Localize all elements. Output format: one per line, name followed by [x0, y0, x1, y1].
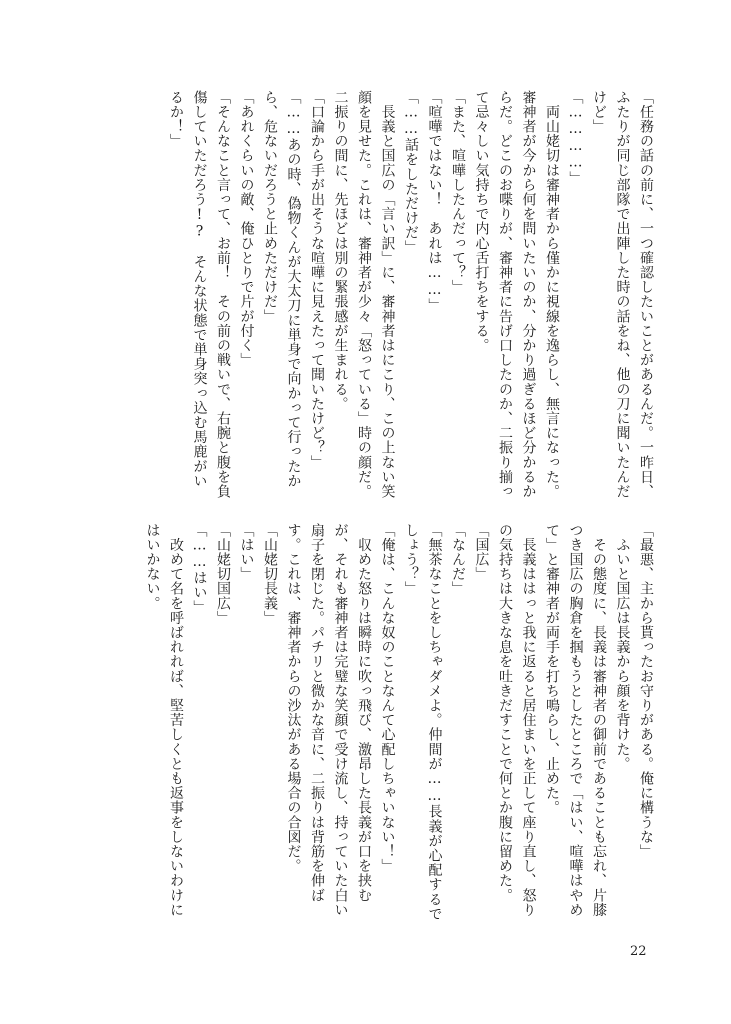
paragraph: 「……あの時、偽物くんが大太刀に単身で向かって行ったから、危ないだろうと止めただけだ」 [262, 90, 302, 489]
lower-text-block [97, 523, 657, 923]
paragraph: 「口論から手が出そうな喧嘩に見えたって聞いたけど？」 [309, 90, 325, 470]
paragraph: 「はい」 [238, 523, 255, 582]
paragraph: 「なんだ」 [450, 523, 466, 596]
page-number: 22 [630, 944, 647, 959]
paragraph: 「山姥切長義」 [262, 523, 278, 626]
paragraph: 「……はい」 [191, 523, 208, 615]
paragraph: 「俺は、こんな奴のことなんて心配しちゃいない！」 [379, 523, 396, 874]
paragraph: 長義と国広の「言い訳」に、審神者はにこり、この上ない笑顔を見せた。これは、審神者が少々「怒っている」時の顔だ。二振りの間に、先ほどは別の緊張感が生まれる。 [332, 90, 396, 499]
paragraph: 「無茶なことをしちゃダメよ。仲間が……長義が心配するでしょう？」 [403, 523, 443, 922]
paragraph: 収めた怒りは瞬時に吹っ飛び、激昂した長義が口を挟むが、それも審神者は完璧な笑顔で受け流し、持っていた白い扇子を閉じた。パチリと微かな音に、二振りは背筋を伸ばす。これは、審神者からの沙汰がある場合の合図だ。 [285, 523, 372, 918]
paragraph: 「喧嘩ではない！ あれは……」 [426, 90, 443, 313]
paragraph: 「任務の話の前に、一つ確認したいことがあるんだ。一昨日、ふたりが同じ部隊で出陣した時の話をね、他の刀に聞いたんだけど」 [591, 90, 654, 499]
paragraph: ふいと国広は長義から顔を背けた。 [614, 523, 631, 772]
paragraph: 「そんなこと言って、お前！ その前の戦いで、右腕と腹を負傷していただろう!? そんな状態で単身突っ込む馬鹿がいるか！」 [168, 90, 231, 499]
paragraph: その態度に、長義は審神者の御前であることも忘れ、片膝つき国広の胸倉を掴もうとしたところで「はい、喧嘩はやめて」と審神者が両手を打ち鳴らし、止めた。 [544, 523, 607, 918]
paragraph: 長義ははっと我に返ると居住まいを正して座り直し、怒りの気持ちは大きな息を吐きだすことで何とか腹に留めた。 [497, 523, 537, 918]
paragraph: 両山姥切は審神者から僅かに視線を逸らし、無言になった。審神者が今から何を問いたいのか、分かり過ぎるほど分かるからだ。どこのお喋りが、審神者に告げ口したのか、二振り揃って忌々しい気持ちで内心舌打ちをする。 [473, 90, 560, 499]
paragraph: 「山姥切国広」 [215, 523, 231, 626]
paragraph: 「…………」 [567, 90, 584, 186]
paragraph: 「また、喧嘩したんだって？」 [450, 90, 466, 295]
upper-text-block [97, 90, 657, 502]
paragraph: 「……話をしただけだ」 [403, 90, 419, 255]
paragraph: 「最悪、主から貰ったお守りがある。俺に構うな」 [638, 523, 654, 859]
paragraph: 改めて名を呼ばれれば、堅苦しくとも返事をしないわけにはいかない。 [144, 523, 184, 918]
paragraph: 「あれくらいの敵、俺ひとりで片が付く」 [238, 90, 255, 368]
paragraph: 「国広」 [473, 523, 490, 582]
